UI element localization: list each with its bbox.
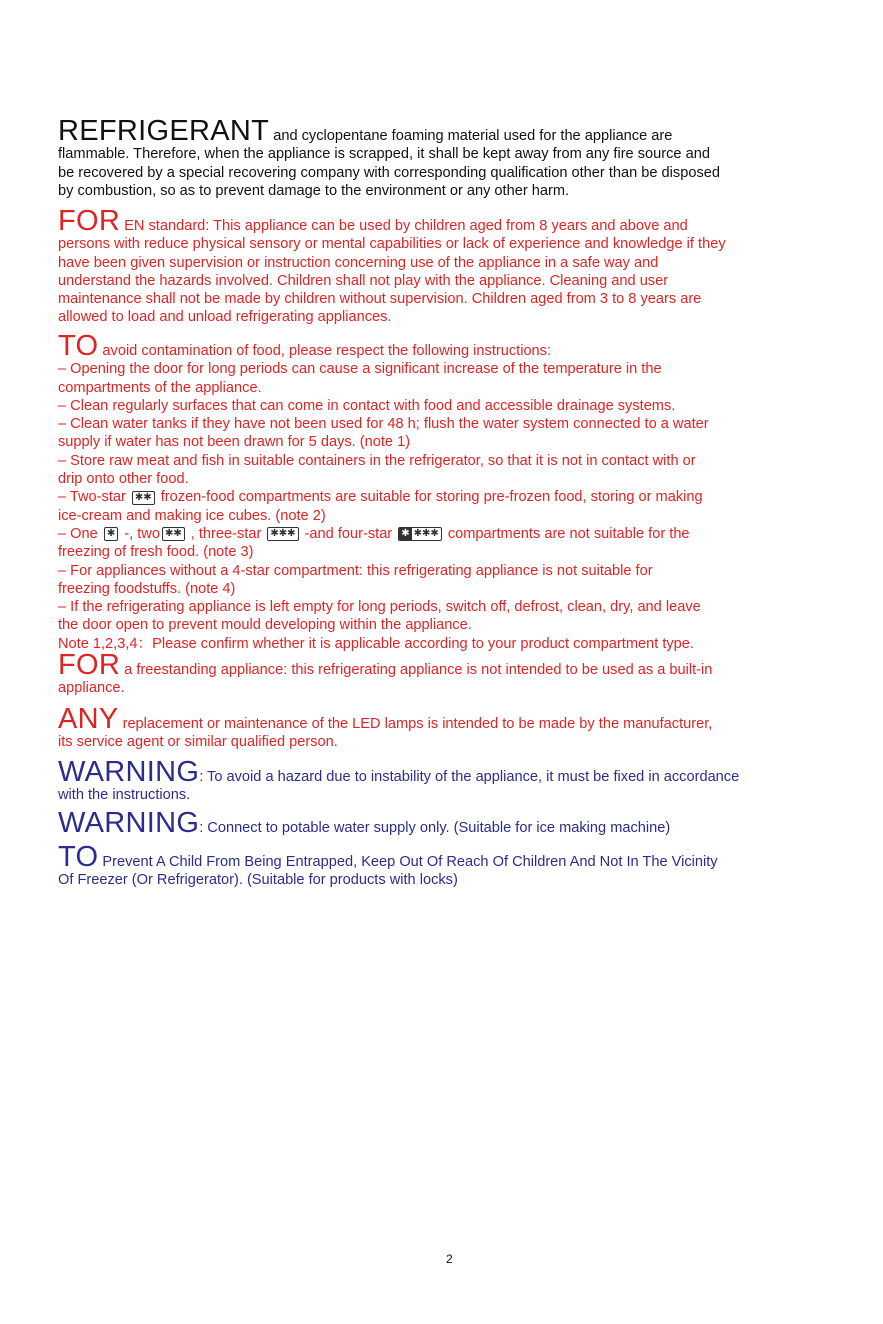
en-standard-line: understand the hazards involved. Children shall not play with the appliance. Cleaning and user [58,272,669,289]
contamination-intro: avoid contamination of food, please respect the following instructions: [98,343,552,359]
instruction-line: – If the refrigerating appliance is left empty for long periods, switch off, defrost, clean, dry, and leave [58,599,701,616]
two-star-icon: ✱✱ [162,527,185,541]
instruction-line: ice-cream and making ice cubes. (note 2) [58,507,326,524]
warning-heading: WARNING [58,807,200,839]
two-star-rest: frozen-food compartments are suitable for storing pre-frozen food, storing or making [156,489,703,506]
three-star-icon: ✱✱✱ [267,527,298,541]
en-standard-line: have been given supervision or instruction concerning use of the appliance in a safe way and [58,254,659,271]
instruction-line [58,488,818,506]
two-text: -, two [120,525,160,542]
warning-instability-first-line: : To avoid a hazard due to instability of the appliance, it must be fixed in accordance [199,769,740,785]
freestanding-paragraph [58,649,818,698]
refrigerant-line: be recovered by a special recovering company with corresponding qualification other than be disposed [58,164,720,181]
instruction-line: – For appliances without a 4-star compartment: this refrigerating appliance is not suitable for [58,562,653,579]
instruction-line [58,525,818,543]
for-heading: FOR [58,205,121,237]
four-star-light-part: ✱✱✱ [413,528,439,540]
instruction-line: compartments of the appliance. [58,379,262,396]
contamination-paragraph [58,330,818,653]
freestanding-first-line: a freestanding appliance: this refrigerating appliance is not intended to be used as a built-in [120,662,713,678]
entrapment-line: Of Freezer (Or Refrigerator). (Suitable for products with locks) [58,872,458,889]
en-standard-line: persons with reduce physical sensory or mental capabilities or lack of experience and knowledge if they [58,236,726,253]
en-standard-line: maintenance shall not be made by children without supervision. Children aged from 3 to 8 years are [58,291,702,308]
refrigerant-heading: REFRIGERANT [58,115,270,147]
for-heading: FOR [58,649,121,681]
led-lamps-line: its service agent or similar qualified person. [58,734,338,751]
en-standard-paragraph [58,205,818,327]
instruction-line: freezing foodstuffs. (note 4) [58,580,236,597]
warning-water-line: : Connect to potable water supply only. (Suitable for ice making machine) [199,820,671,836]
to-heading: TO [58,841,99,873]
instruction-line: – Clean regularly surfaces that can come in contact with food and accessible drainage systems. [58,397,676,414]
warning-instability-paragraph [58,756,818,805]
instruction-line: – Opening the door for long periods can cause a significant increase of the temperature in the [58,361,662,378]
to-heading: TO [58,330,99,362]
refrigerant-first-line: and cyclopentane foaming material used for the appliance are [269,128,673,144]
led-lamps-paragraph [58,703,818,752]
three-star-text: , three-star [186,525,266,542]
four-star-icon [398,527,442,541]
en-standard-line: allowed to load and unload refrigerating appliances. [58,309,392,326]
four-star-rest: compartments are not suitable for the [443,525,690,542]
warning-instability-line: with the instructions. [58,787,191,804]
two-star-text: – Two-star [58,489,130,506]
four-star-text: -and four-star [300,525,397,542]
two-star-icon: ✱✱ [132,491,155,505]
one-star-text: – One [58,525,102,542]
any-heading: ANY [58,703,119,735]
instruction-line: the door open to prevent mould developing within the appliance. [58,617,472,634]
entrapment-paragraph [58,841,818,890]
refrigerant-line: by combustion, so as to prevent damage to the environment or any other harm. [58,182,570,199]
entrapment-first-line: Prevent A Child From Being Entrapped, Keep Out Of Reach Of Children And Not In The Vicinity [98,854,718,870]
page-number: 2 [446,1252,453,1266]
instruction-line: – Store raw meat and fish in suitable containers in the refrigerator, so that it is not in contact with or [58,452,696,469]
refrigerant-paragraph [58,115,818,200]
instruction-line: supply if water has not been drawn for 5 days. (note 1) [58,434,411,451]
refrigerant-line: flammable. Therefore, when the appliance is scrapped, it shall be kept away from any fire source and [58,146,710,163]
instruction-line: freezing of fresh food. (note 3) [58,544,254,561]
en-standard-first-line: EN standard: This appliance can be used by children aged from 8 years and above and [120,218,688,234]
warning-water-paragraph [58,807,818,839]
freestanding-line: appliance. [58,680,125,697]
instruction-line: drip onto other food. [58,471,189,488]
warning-heading: WARNING [58,756,200,788]
instruction-line: – Clean water tanks if they have not been used for 48 h; flush the water system connected to a water [58,416,709,433]
one-star-icon: ✱ [104,527,118,541]
four-star-dark-part: ✱ [401,528,410,540]
led-lamps-first-line: replacement or maintenance of the LED lamps is intended to be made by the manufacturer, [118,716,713,732]
note-line: Note 1,2,3,4：Please confirm whether it is applicable according to your product compartment type. [58,635,694,652]
